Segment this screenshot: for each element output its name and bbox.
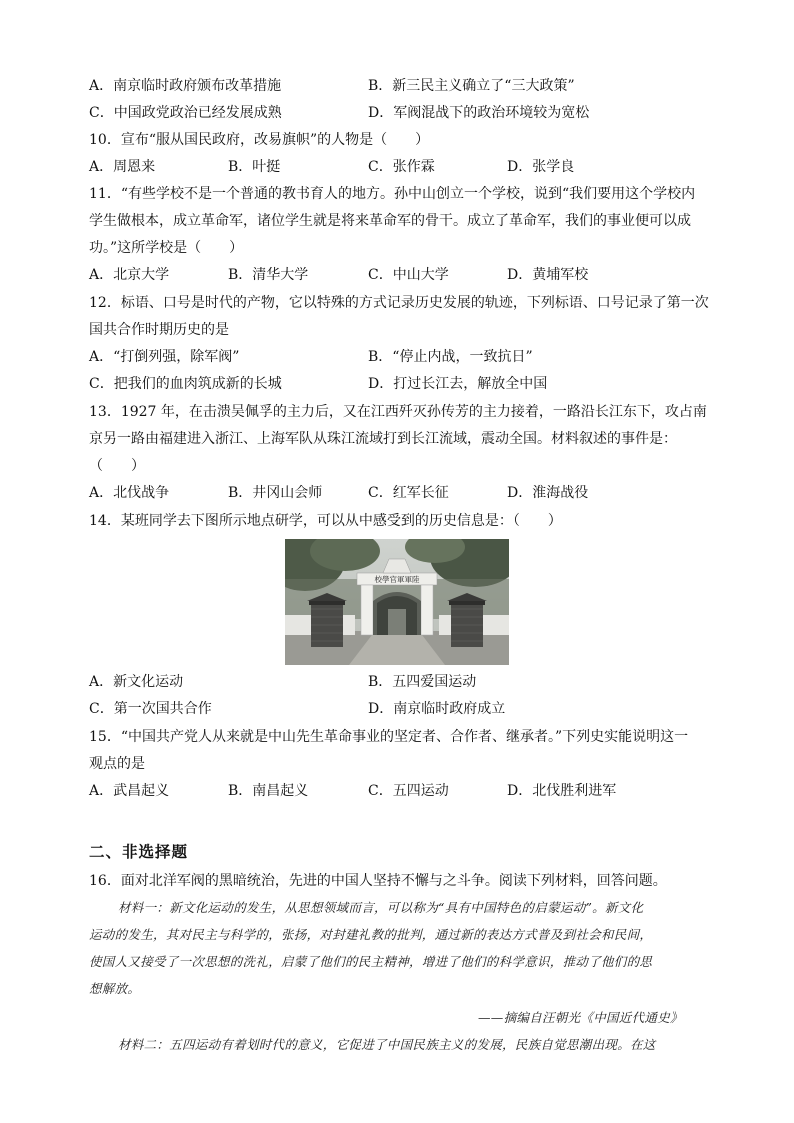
q16-stem: 16．面对北洋军阀的黑暗统治，先进的中国人坚持不懈与之斗争。阅读下列材料，回答问题。: [89, 873, 667, 889]
q12-option-a: A．“打倒列强，除军阀”: [89, 349, 240, 365]
gate-sign-text: 校學官軍軍陸: [374, 575, 420, 584]
q15-option-b: B．南昌起义: [228, 783, 309, 799]
q13-stem-line3: （ ）: [89, 458, 145, 474]
material1-line1: 材料一：新文化运动的发生，从思想领域而言，可以称为“具有中国特色的启蒙运动”。新文化: [118, 900, 644, 915]
q9-option-c: C．中国政党政治已经发展成熟: [89, 105, 282, 121]
q10-option-a: A．周恩来: [89, 159, 156, 175]
q11-stem-line3: 功。”这所学校是（ ）: [89, 240, 244, 256]
whampoa-academy-gate-photo: [285, 539, 509, 665]
q10-option-d: D．张学良: [507, 159, 575, 175]
q9-option-b: B．新三民主义确立了“三大政策”: [368, 78, 575, 94]
q14-option-b: B．五四爱国运动: [368, 674, 477, 690]
q13-option-d: D．淮海战役: [507, 485, 589, 501]
material1-line2: 运动的发生，其对民主与科学的，张扬，对封建礼教的批判，通过新的表达方式普及到社会和民间，: [89, 927, 653, 942]
q11-option-a: A．北京大学: [89, 267, 170, 283]
q9-option-a: A．南京临时政府颁布改革措施: [89, 78, 282, 94]
material1-line3: 使国人又接受了一次思想的洗礼，启蒙了他们的民主精神，增进了他们的科学意识，推动了他们的思: [89, 954, 653, 969]
q11-option-d: D．黄埔军校: [507, 267, 589, 283]
material1-source: ——摘编自汪朝光《中国近代通史》: [478, 1010, 683, 1025]
q15-option-c: C．五四运动: [368, 783, 449, 799]
q15-stem-line1: 15．“中国共产党人从来就是中山先生革命事业的坚定者、合作者、继承者。”下列史实能说明这一: [89, 729, 689, 745]
q14-stem: 14．某班同学去下图所示地点研学，可以从中感受到的历史信息是：（ ）: [89, 513, 562, 529]
q14-option-d: D．南京临时政府成立: [368, 701, 506, 717]
material2-line1: 材料二：五四运动有着划时代的意义，它促进了中国民族主义的发展，民族自觉思潮出现。在这: [118, 1037, 656, 1052]
q10-option-c: C．张作霖: [368, 159, 435, 175]
q14-option-c: C．第一次国共合作: [89, 701, 212, 717]
q13-option-a: A．北伐战争: [89, 485, 170, 501]
q12-option-d: D．打过长江去，解放全中国: [368, 376, 548, 392]
q15-option-d: D．北伐胜利进军: [507, 783, 617, 799]
q11-option-c: C．中山大学: [368, 267, 449, 283]
q10-stem: 10．宣布“服从国民政府，改易旗帜”的人物是（ ）: [89, 132, 430, 148]
q11-stem-line1: 11．“有些学校不是一个普通的教书育人的地方。孙中山创立一个学校，说到“我们要用这个学校内: [89, 186, 696, 202]
q12-option-c: C．把我们的血肉筑成新的长城: [89, 376, 282, 392]
q12-option-b: B．“停止内战，一致抗日”: [368, 349, 533, 365]
section-title: 二、非选择题: [89, 842, 189, 861]
q10-option-b: B．叶挺: [228, 159, 281, 175]
q12-stem-line1: 12．标语、口号是时代的产物，它以特殊的方式记录历史发展的轨迹，下列标语、口号记录了第一次: [89, 295, 709, 311]
q14-option-a: A．新文化运动: [89, 674, 184, 690]
q11-option-b: B．清华大学: [228, 267, 309, 283]
q15-option-a: A．武昌起义: [89, 783, 170, 799]
material1-line4: 想解放。: [89, 981, 141, 996]
q13-option-c: C．红军长征: [368, 485, 449, 501]
q13-stem-line2: 京另一路由福建进入浙江、上海军队从珠江流域打到长江流域，震动全国。材料叙述的事件是：: [89, 431, 677, 447]
q13-option-b: B．井冈山会师: [228, 485, 323, 501]
q15-stem-line2: 观点的是: [89, 756, 145, 772]
q11-stem-line2: 学生做根本，成立革命军，诸位学生就是将来革命军的骨干。成立了革命军，我们的事业便可以成: [89, 213, 691, 229]
q13-stem-line1: 13．1927 年，在击溃吴佩孚的主力后，又在江西歼灭孙传芳的主力接着，一路沿长江东下，攻占南: [89, 404, 707, 420]
q12-stem-line2: 国共合作时期历史的是: [89, 322, 229, 338]
q9-option-d: D．军阀混战下的政治环境较为宽松: [368, 105, 590, 121]
